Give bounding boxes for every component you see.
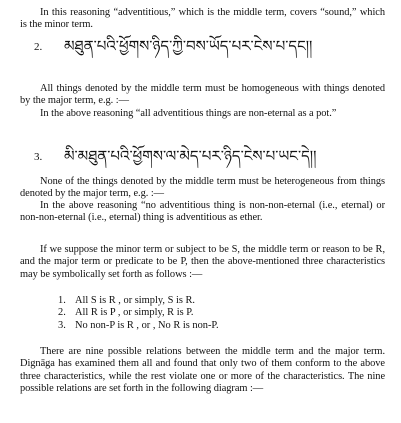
formula-number: 1.: [58, 295, 66, 306]
tibetan-line-number: 2.: [34, 41, 43, 53]
formula-item: [58, 307, 358, 319]
paragraph-adventitious-as-ether: In the above reasoning “no adventitious thing is non-non-eternal (i.e., eternal) or non-non-eternal (i.e., eternal) thing is adventitious as ether.: [20, 200, 385, 224]
formula-text: All S is R , or simply, S is R.: [75, 295, 195, 306]
paragraph-homogeneous: All things denoted by the middle term must be homogeneous with things denoted by the major term, e.g. :—: [20, 83, 385, 107]
paragraph-adventitious-covers-sound: In this reasoning “adventitious,” which is the middle term, covers “sound,” which is the minor term.: [20, 7, 385, 31]
tibetan-line-2: [34, 33, 384, 59]
formula-number: 2.: [58, 307, 66, 319]
formula-number: 3.: [58, 319, 66, 331]
tibetan-line-number: 3.: [34, 151, 43, 163]
paragraph-symbolic-setup: If we suppose the minor term or subject to be S, the middle term or reason to be R, and the major term or predicate to be P, then the above-mentioned three characteristics may be symbolically set forth as follows :—: [20, 244, 385, 280]
formula-text: No non-P is R , or , No R is non-P.: [75, 319, 219, 331]
tibetan-script-text: མི་མཐུན་པའི་ཕྱོགས་ལ་མེད་པར་ཉིད་ངེས་པ་ཡང་དེ།།: [64, 148, 317, 165]
tibetan-line-3: [34, 143, 384, 169]
paragraph-non-eternal-as-pot: In the above reasoning “all adventitious things are non-eternal as a pot.”: [40, 108, 337, 119]
formula-text: All R is P , or simply, R is P.: [75, 307, 194, 319]
formula-item: [58, 320, 358, 332]
paragraph-nine-relations: There are nine possible relations between the middle term and the major term. Dignāga has examined them all and found that only two of them conform to the above three characteristics, while the rest violate one or more of the characteristics. The nine possible relations are set forth in the following diagram :—: [20, 346, 385, 395]
formula-item: [58, 295, 358, 307]
paragraph-heterogeneous: None of the things denoted by the middle term must be heterogeneous from things denoted by the major term, e.g. :—: [20, 176, 385, 200]
tibetan-script-text: མཐུན་པའི་ཕྱོགས་ཉིད་ཀྱི་བས་ཡོད་པར་ངེས་པ་དང།།: [64, 38, 313, 55]
formula-list: [58, 295, 358, 332]
